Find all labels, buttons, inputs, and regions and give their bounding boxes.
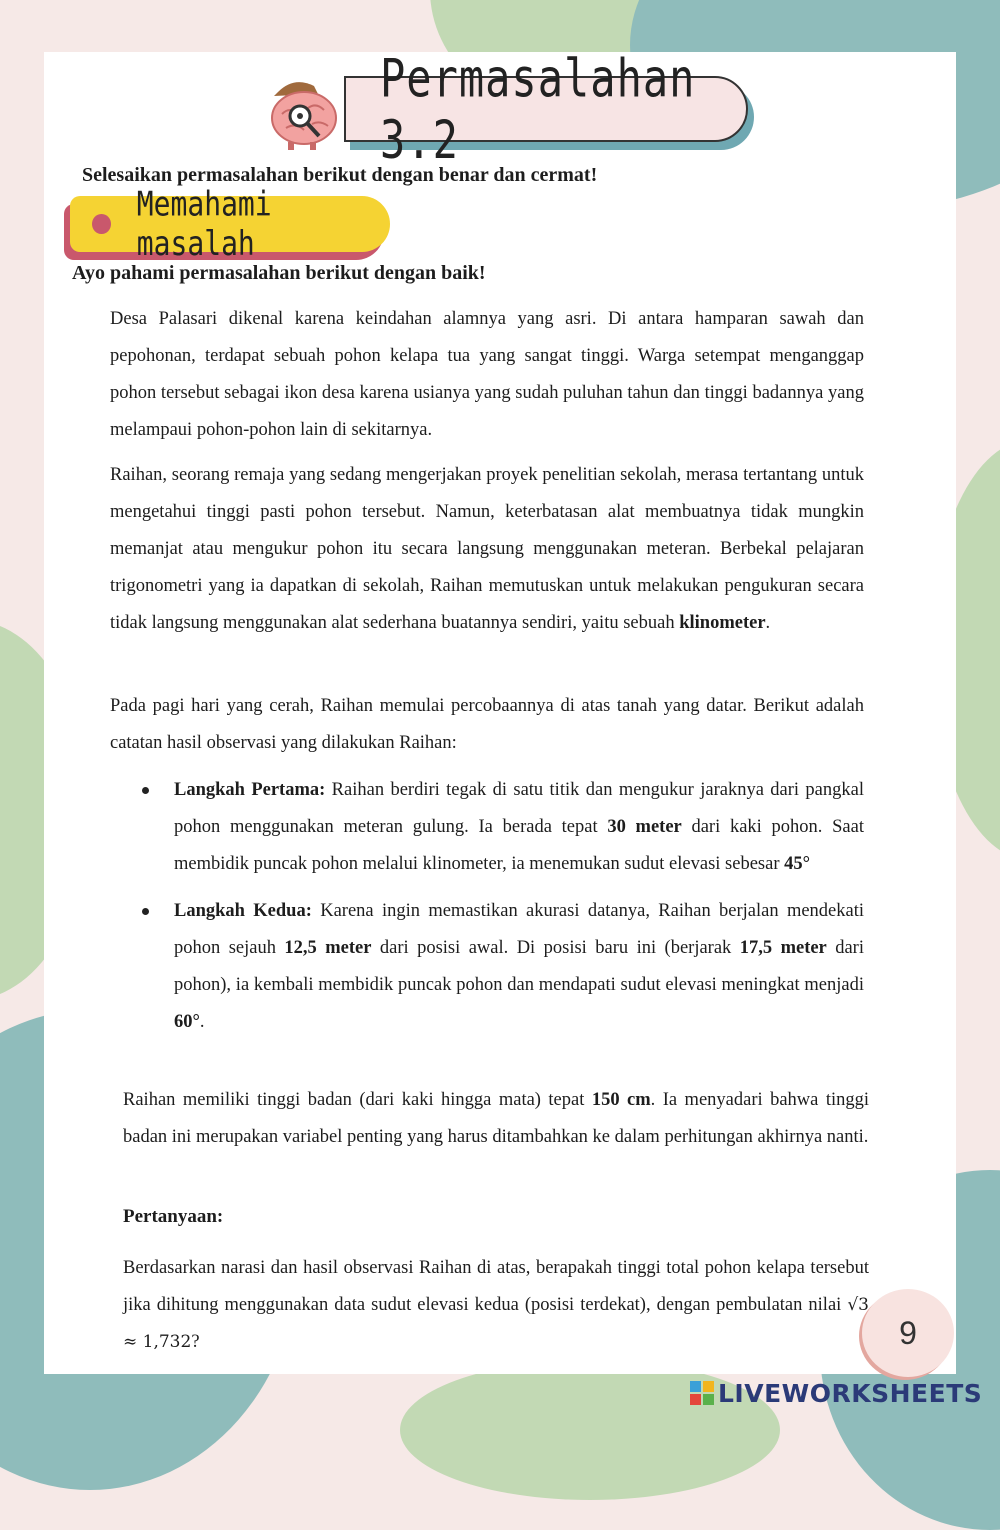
step-2-end: . [199, 1012, 205, 1032]
footer-brand[interactable] [690, 1374, 1000, 1412]
paragraph-4-text-a: Raihan memiliki tinggi badan (dari kaki hingga mata) tepat [123, 1090, 592, 1110]
page-number: 9 [862, 1289, 954, 1377]
title-banner [264, 47, 764, 171]
bullet-dot-icon [92, 214, 111, 234]
page-number-badge [860, 1287, 960, 1382]
question-label: Pertanyaan: [123, 1206, 224, 1227]
observation-list [136, 772, 864, 1041]
paragraph-2-end: . [765, 613, 771, 633]
page-title: Permasalahan 3.2 [380, 47, 696, 171]
step-1-bold-b: 45° [784, 854, 811, 874]
question-math: √3 ≈ 1,732 [123, 1295, 869, 1352]
step-2-bold-b: 17,5 meter [739, 938, 827, 958]
list-bullet-icon [142, 908, 149, 915]
step-2-text-c: dari pohon), ia kembali membidik puncak pohon dan mendapati sudut elevasi meningkat menjadi [174, 938, 864, 995]
paragraph-1: Desa Palasari dikenal karena keindahan alamnya yang asri. Di antara hamparan sawah dan pepohonan, terdapat sebuah pohon kelapa tua yang sangat tinggi. Warga setempat menganggap pohon tersebut sebagai ikon desa karena usianya yang sudah puluhan tahun dan tinggi badannya yang melampaui pohon-pohon lain di sekitarnya. [110, 309, 864, 440]
step-2-label: Langkah Kedua: [174, 901, 312, 921]
step-1-text-b: dari kaki pohon. Saat membidik puncak pohon melalui klinometer, ia menemukan sudut elevasi sebesar [174, 817, 864, 874]
step-1-label: Langkah Pertama: [174, 780, 326, 800]
paragraph-3: Pada pagi hari yang cerah, Raihan memulai percobaannya di atas tanah yang datar. Berikut adalah catatan hasil observasi yang dilakukan Raihan: [110, 696, 864, 753]
paragraph-2-bold: klinometer [679, 613, 766, 633]
paragraph-4-text-b: . Ia menyadari bahwa tinggi badan ini merupakan variabel penting yang harus ditambahkan ke dalam perhitungan akhirnya nanti. [123, 1090, 869, 1147]
liveworksheets-logo-icon [690, 1381, 714, 1405]
section-header [64, 184, 394, 264]
title-pill [344, 47, 748, 171]
question-end: ? [191, 1332, 200, 1352]
step-2-bold-a: 12,5 meter [284, 938, 372, 958]
footer-brand-text: LIVEWORKSHEETS [718, 1378, 983, 1408]
paragraph-4-bold: 150 cm [591, 1090, 651, 1110]
brain-detective-icon [264, 72, 344, 152]
intro-text: Ayo pahami permasalahan berikut dengan baik! [72, 262, 486, 284]
step-2-text-b: dari posisi awal. Di posisi baru ini (berjarak [371, 938, 740, 958]
instruction-text: Selesaikan permasalahan berikut dengan benar dan cermat! [82, 164, 598, 186]
section-pill [70, 184, 390, 264]
step-1-bold-a: 30 meter [607, 817, 682, 837]
section-title: Memahami masalah [136, 184, 272, 264]
list-item-step-1 [136, 772, 864, 883]
question-body: Berdasarkan narasi dan hasil observasi Raihan di atas, berapakah tinggi total pohon kelapa tersebut jika dihitung menggunakan data sudut elevasi kedua (posisi terdekat), dengan pembulatan nilai [123, 1258, 869, 1315]
step-2-bold-c: 60° [174, 1012, 200, 1032]
question-text [123, 1250, 869, 1361]
paragraph-2-text: Raihan, seorang remaja yang sedang mengerjakan proyek penelitian sekolah, merasa tertantang untuk mengetahui tinggi pasti pohon tersebut. Namun, keterbatasan alat membuatnya tidak mungkin memanjat atau mengukur pohon itu secara langsung menggunakan meteran. Berbekal pelajaran trigonometri yang ia dapatkan di sekolah, Raihan memutuskan untuk melakukan pengukuran secara tidak langsung menggunakan alat sederhana buatannya sendiri, yaitu sebuah [110, 465, 864, 633]
list-item-step-2 [136, 893, 864, 1041]
paragraph-4 [123, 1082, 869, 1156]
step-1-text-a: Raihan berdiri tegak di satu titik dan mengukur jaraknya dari pangkal pohon menggunakan meteran gulung. Ia berada tepat [174, 780, 864, 837]
paragraph-2 [110, 457, 864, 642]
list-bullet-icon [142, 787, 149, 794]
step-2-text-a: Karena ingin memastikan akurasi datanya, Raihan berjalan mendekati pohon sejauh [174, 901, 864, 958]
